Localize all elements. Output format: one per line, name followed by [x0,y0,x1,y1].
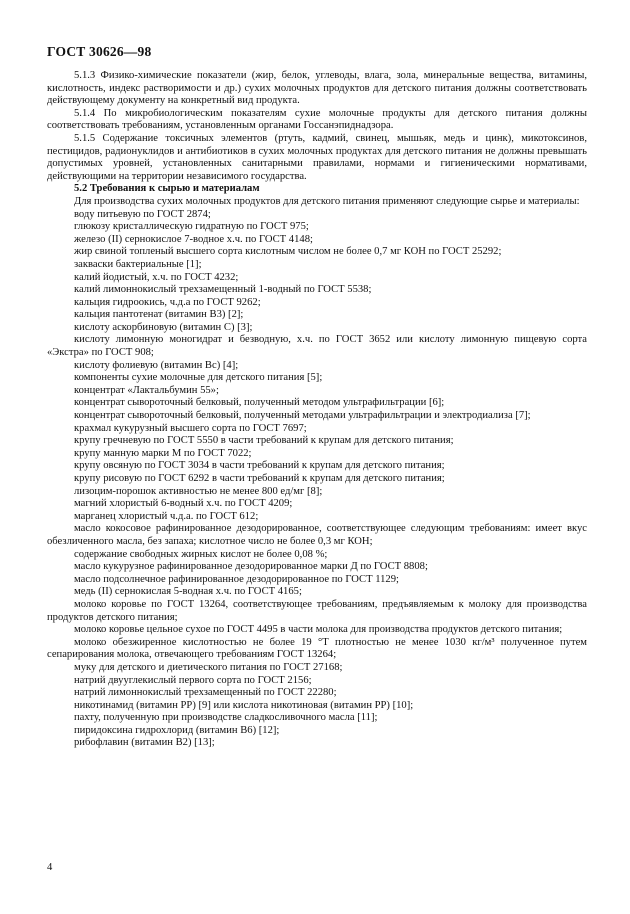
material-item: кальция гидроокись, ч.д.а по ГОСТ 9262; [74,296,261,308]
material-item: масло подсолнечное рафинированное дезодорированное по ГОСТ 1129; [74,573,399,585]
material-item: жир свиной топленый высшего сорта кислотным числом не более 0,7 мг КОН по ГОСТ 25292; [74,246,502,258]
material-item: молоко обезжиренное кислотностью не более 19 °Т плотностью не менее 1030 кг/м³ полученное путем сепарирования молока, отвечающего требованиям ГОСТ 13264; [47,636,587,661]
material-item: кислоту фолиевую (витамин Вc) [4]; [74,359,239,371]
material-item: закваски бактериальные [1]; [74,258,202,270]
material-item: муку для детского и диетического питания по ГОСТ 27168; [74,661,343,673]
material-item: компоненты сухие молочные для детского питания [5]; [74,372,323,384]
material-item: крупу манную марки М по ГОСТ 7022; [74,447,252,459]
material-item: никотинамид (витамин РР) [9] или кислота никотиновая (витамин РР) [10]; [74,699,414,711]
section-intro: Для производства сухих молочных продуктов для детского питания применяют следующие сырье и материалы: [74,195,580,207]
material-item: масло кукурузное рафинированное дезодорированное марки Д по ГОСТ 8808; [74,561,428,573]
material-item: концентрат сывороточный белковый, полученный методами ультрафильтрации и электродиализа [7]; [74,410,531,422]
paragraph-5-1-3: 5.1.3 Физико-химические показатели (жир, белок, углеводы, влага, зола, минеральные вещества, витамины, кислотность, индекс растворимости и др.) сухих молочных продуктов для детского питания должны соответствовать действующему документу на конкретный вид продукта. [47,70,587,107]
material-item: кальция пантотенат (витамин В3) [2]; [74,309,244,321]
material-item: калий лимоннокислый трехзамещенный 1-водный по ГОСТ 5538; [74,284,372,296]
document-body [47,70,587,750]
material-item: кислоту аскорбиновую (витамин С) [3]; [74,321,253,333]
material-item: крупу гречневую по ГОСТ 5550 в части требований к крупам для детского питания; [74,435,454,447]
material-item: магний хлористый 6-водный х.ч. по ГОСТ 4209; [74,498,293,510]
material-item: содержание свободных жирных кислот не более 0,08 %; [74,548,328,560]
material-item: рибофлавин (витамин В2) [13]; [74,737,215,749]
paragraph-5-1-5: 5.1.5 Содержание токсичных элементов (ртуть, кадмий, свинец, мышьяк, медь и цинк), микотоксинов, пестицидов, радионуклидов и антибиотиков в сухих молочных продуктах для детского питания не должны превышать допустимых уровней, установленных санитарными правилами, нормами и гигиеническими нормативами, действующими на территории независимого государства. [47,132,587,182]
material-item: калий йодистый, х.ч. по ГОСТ 4232; [74,271,239,283]
material-item: железо (II) сернокислое 7-водное х.ч. по ГОСТ 4148; [74,233,313,245]
material-item: натрий лимоннокислый трехзамещенный по ГОСТ 22280; [74,687,337,699]
material-item: пахту, полученную при производстве сладкосливочного масла [11]; [74,712,378,724]
material-item: натрий двууглекислый первого сорта по ГОСТ 2156; [74,674,312,686]
section-heading: 5.2 Требования к сырью и материалам [74,183,260,195]
material-item: воду питьевую по ГОСТ 2874; [74,208,211,220]
material-item: концентрат сывороточный белковый, полученный методом ультрафильтрации [6]; [74,397,445,409]
material-item: концентрат «Лактальбумин 55»; [74,384,219,396]
materials-list [47,209,587,751]
page-number: 4 [47,862,53,873]
material-item: крахмал кукурузный высшего сорта по ГОСТ 7697; [74,422,307,434]
material-item: масло кокосовое рафинированное дезодорированное, соответствующее следующим требованиям: имеет вкус обезличенного масла, без запаха; кислотное число не более 0,3 мг КОН; [47,523,587,547]
material-item: крупу рисовую по ГОСТ 6292 в части требований к крупам для детского питания; [74,473,445,484]
paragraph-5-1-4: 5.1.4 По микробиологическим показателям сухие молочные продукты для детского питания должны соответствовать требованиям, установленным органами Госсанэпиднадзора. [47,107,587,132]
material-item: кислоту лимонную моногидрат и безводную, х.ч. по ГОСТ 3652 или кислоту лимонную пищевую сорта «Экстра» по ГОСТ 908; [47,334,587,359]
document-header: ГОСТ 30626—98 [47,44,152,59]
material-item: пиридоксина гидрохлорид (витамин В6) [12]; [74,724,280,736]
material-item: лизоцим-порошок активностью не менее 800 ед/мг [8]; [74,485,323,497]
material-item: молоко коровье цельное сухое по ГОСТ 4495 в части молока для производства продуктов детского питания; [74,624,563,636]
material-item: глюкозу кристаллическую гидратную по ГОСТ 975; [74,221,309,233]
material-item: молоко коровье по ГОСТ 13264, соответствующее требованиям, предъявляемым к молоку для производства продуктов детского питания; [47,598,587,623]
material-item: марганец хлористый ч.д.а. по ГОСТ 612; [74,510,259,522]
material-item: медь (II) сернокислая 5-водная х.ч. по ГОСТ 4165; [74,586,302,598]
material-item: крупу овсяную по ГОСТ 3034 в части требований к крупам для детского питания; [74,460,445,472]
